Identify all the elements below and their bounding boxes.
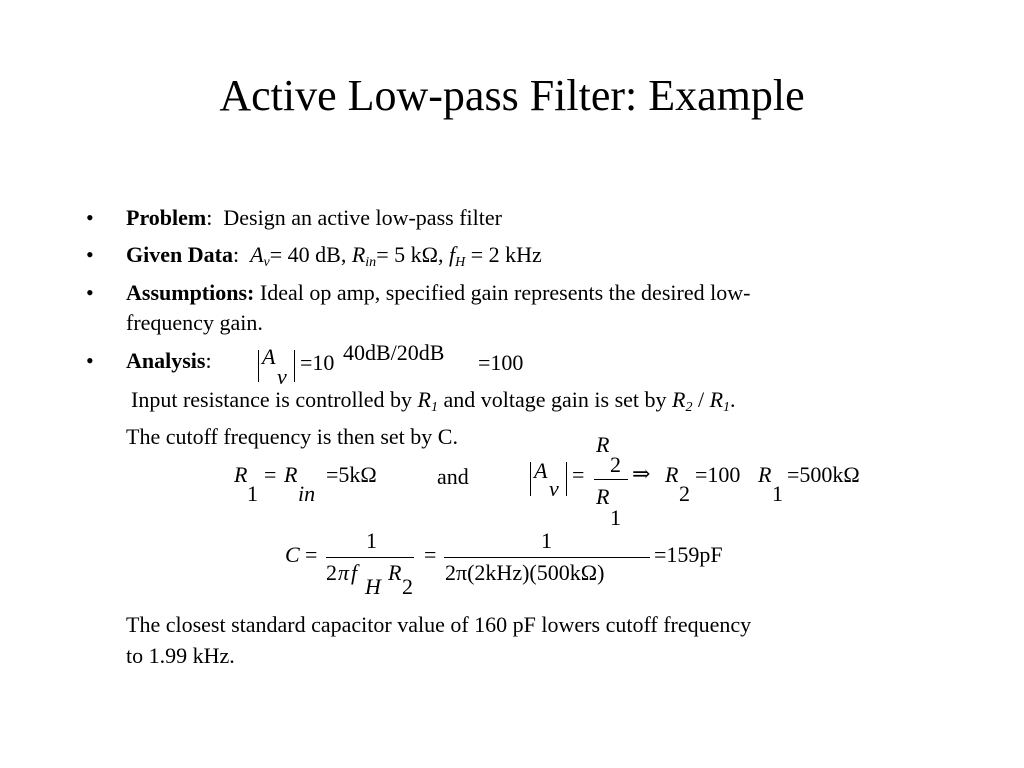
abs-bar-left <box>258 350 259 382</box>
analysis-line: Analysis: <box>126 348 212 373</box>
r1-sub: 1 <box>431 400 438 415</box>
assumptions-text-1: Ideal op amp, specified gain represents the desired low- <box>254 280 751 305</box>
implies-arrow: ⇒ <box>632 461 651 486</box>
c-den2: 2π(2kHz)(500kΩ) <box>445 560 605 585</box>
problem-line: Problem: Design an active low-pass filter <box>126 205 502 230</box>
c-den1-2: 2 <box>326 560 337 585</box>
assumptions-line <box>126 280 750 306</box>
c-result: =159pF <box>654 542 723 567</box>
gain-mid: =100 <box>695 462 741 487</box>
given-label: Given Data <box>126 242 233 267</box>
bullet-dot: • <box>86 205 94 230</box>
abs-bar-left-2 <box>530 462 531 496</box>
eq-r1-R: R <box>234 462 248 487</box>
eq-result: =100 <box>478 350 524 375</box>
c-den1-R: R <box>388 560 402 585</box>
fh-sub: H <box>455 255 466 270</box>
eq-r1-sub: 1 <box>247 481 258 506</box>
c-symbol: C <box>285 542 300 567</box>
c-fraction-bar-2 <box>444 557 650 558</box>
frac-den-R: R <box>596 484 610 509</box>
closing-line-1: The closest standard capacitor value of 160 pF lowers cutoff frequency <box>126 612 752 637</box>
fh-value: = 2 kHz <box>465 242 542 267</box>
av-value: = 40 dB, <box>269 242 352 267</box>
given-line: Given Data: $A_v= 40$ dB, $R_{in}= 5$ kΩ, $f_H = 2$ kHz <box>126 242 542 270</box>
eq-r1-equals: = <box>264 462 277 487</box>
abs-bar-right-2 <box>566 462 567 496</box>
eq-eq10: =10 <box>300 350 335 375</box>
closing-line-2: to 1.99 kHz. <box>126 643 235 668</box>
gain-v: v <box>549 476 559 501</box>
av-sub: v <box>263 255 270 270</box>
eq-exponent: 40dB/20dB <box>343 340 445 365</box>
r3-symbol: R <box>709 387 724 412</box>
rin-sub: in <box>365 255 377 270</box>
gain-R1-sub: 1 <box>772 481 783 506</box>
av-symbol: A <box>250 242 264 267</box>
bullet-dot: • <box>86 280 94 305</box>
r1-symbol: R <box>417 387 431 412</box>
r2-sub: 2 <box>685 400 693 415</box>
input-text-2: and voltage gain is set by <box>438 387 673 412</box>
eq-rin-R: R <box>284 462 298 487</box>
c-fraction-bar-1 <box>326 557 414 558</box>
frac-den-1: 1 <box>610 505 621 530</box>
bullet-dot: • <box>86 348 94 373</box>
c-den1-f: f <box>351 560 358 585</box>
c-num2: 1 <box>541 528 552 553</box>
and-word: and <box>437 464 469 489</box>
c-num1: 1 <box>366 528 377 553</box>
problem-label: Problem <box>126 205 207 230</box>
c-equals-2: = <box>424 542 437 567</box>
period: . <box>730 387 736 412</box>
eq-a: A <box>262 344 276 369</box>
cutoff-line: The cutoff frequency is then set by C. <box>126 424 458 449</box>
gain-a: A <box>534 458 548 483</box>
abs-bar-right <box>294 350 295 382</box>
frac-num-R: R <box>596 432 610 457</box>
fraction-bar <box>594 479 628 480</box>
gain-result: =500kΩ <box>787 462 860 487</box>
r2-symbol: R <box>672 387 686 412</box>
gain-R2-sub: 2 <box>679 481 690 506</box>
rin-value: = 5 kΩ, <box>376 242 449 267</box>
c-den1-sub2: 2 <box>402 574 413 599</box>
bullet-dot: • <box>86 242 94 267</box>
c-den1-H: H <box>365 574 381 599</box>
eq-r1-result: =5kΩ <box>326 462 377 487</box>
input-resistance-line <box>131 387 736 413</box>
assumptions-label: Assumptions: <box>126 280 255 305</box>
eq-v: v <box>277 364 287 389</box>
gain-R1: R <box>758 462 772 487</box>
gain-R2: R <box>665 462 679 487</box>
page-title: Active Low-pass Filter: Example <box>219 71 805 120</box>
gain-equals: = <box>572 462 585 487</box>
rin-symbol: R <box>351 242 366 267</box>
r3-sub: 1 <box>723 400 731 415</box>
assumptions-text-2: frequency gain. <box>126 310 263 335</box>
problem-text: Design an active low-pass filter <box>223 205 502 230</box>
eq-rin-sub: in <box>298 481 316 506</box>
c-equals: = <box>305 542 318 567</box>
analysis-label: Analysis <box>126 348 206 373</box>
slash: / <box>692 387 710 412</box>
fh-symbol: f <box>448 242 456 267</box>
input-text-1: Input resistance is controlled by <box>131 387 418 412</box>
frac-num-2: 2 <box>610 452 621 477</box>
c-den1-pi: π <box>338 560 350 585</box>
